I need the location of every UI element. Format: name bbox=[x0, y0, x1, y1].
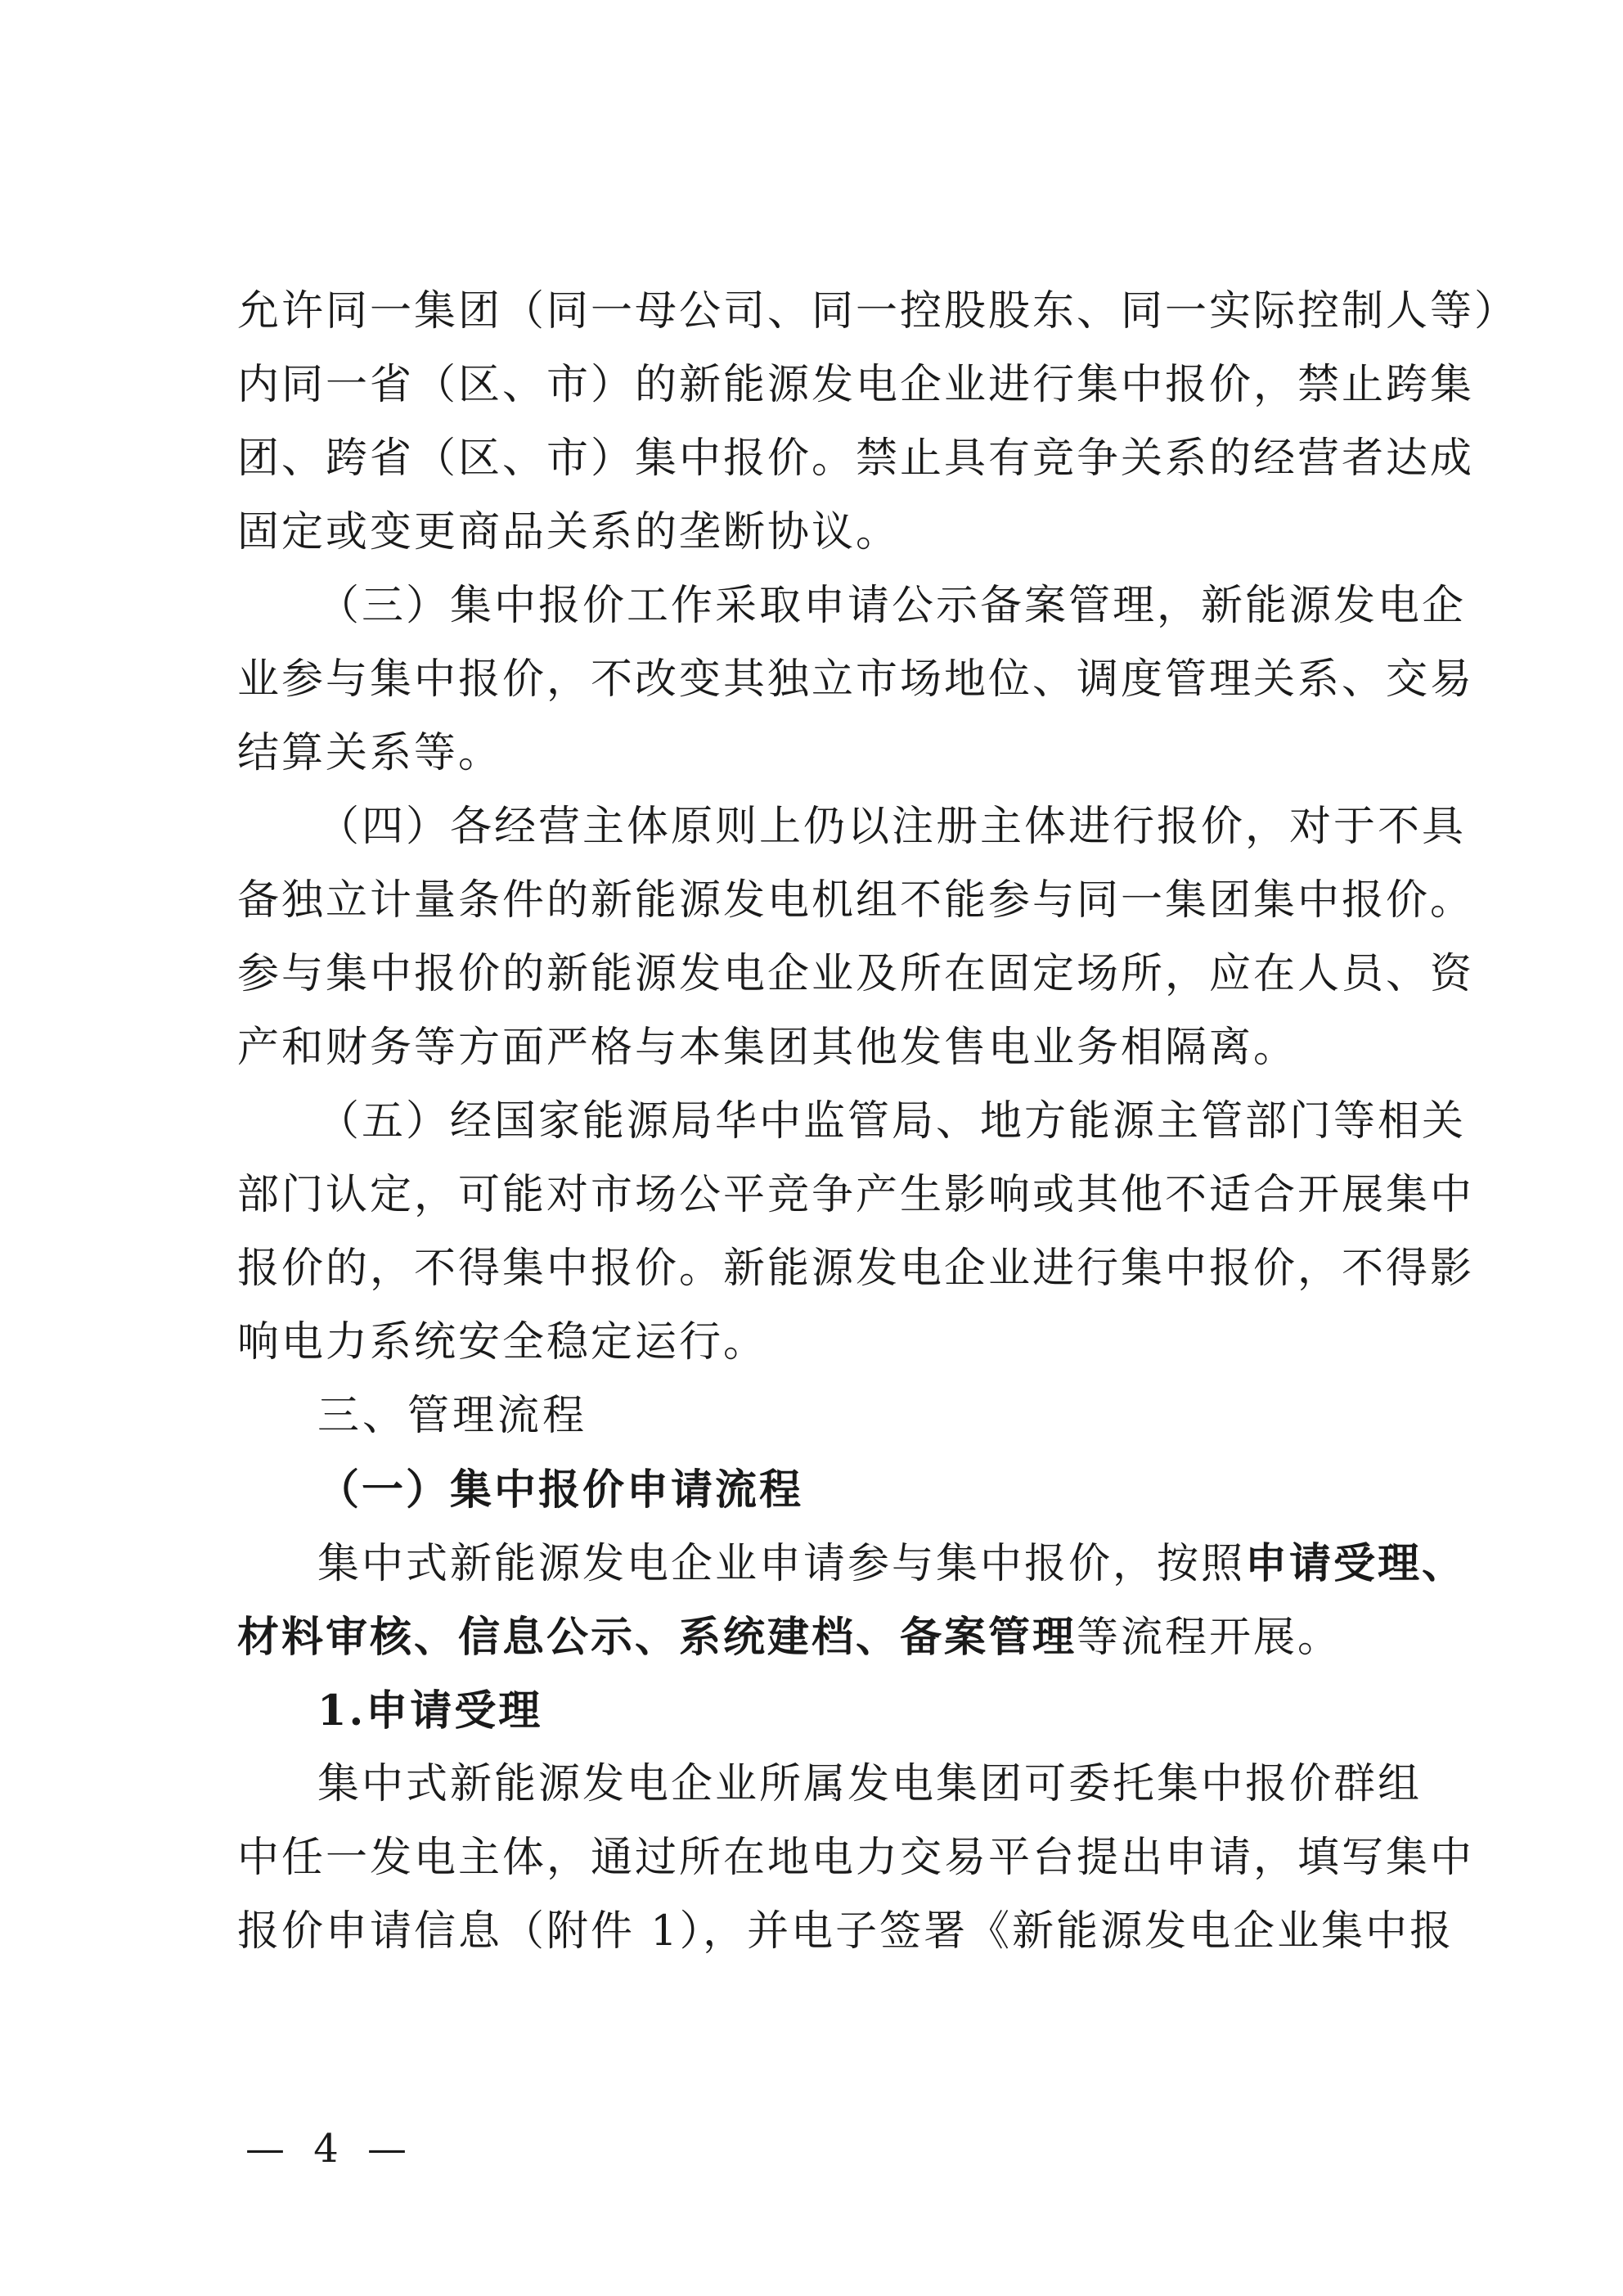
paragraph-line: 部门认定，可能对市场公平竞争产生影响或其他不适合开展集中 bbox=[237, 1171, 1475, 1219]
paragraph-line: 集中式新能源发电企业所属发电集团可委托集中报价群组 bbox=[317, 1760, 1423, 1808]
page-number: — 4 — bbox=[245, 2126, 416, 2172]
paragraph-line: 团、跨省（区、市）集中报价。禁止具有竞争关系的经营者达成 bbox=[237, 434, 1475, 483]
paragraph-line: （三）集中报价工作采取申请公示备案管理，新能源发电企 bbox=[317, 582, 1467, 630]
paragraph-line: 报价的，不得集中报价。新能源发电企业进行集中报价，不得影 bbox=[237, 1245, 1475, 1293]
paragraph-line: 报价申请信息（附件 1），并电子签署《新能源发电企业集中报 bbox=[237, 1907, 1454, 1956]
paragraph-line bbox=[317, 1538, 1467, 1590]
paragraph-line: （五）经国家能源局华中监管局、地方能源主管部门等相关 bbox=[317, 1097, 1467, 1146]
emphasis-text: 材料审核、信息公示、系统建档、备案管理 bbox=[237, 1613, 1077, 1662]
paragraph-line: 允许同一集团（同一母公司、同一控股股东、同一实际控制人等） bbox=[237, 287, 1519, 335]
section-heading: 三、管理流程 bbox=[317, 1392, 588, 1440]
paragraph-text: 等流程开展。 bbox=[1077, 1614, 1342, 1662]
paragraph-line: 备独立计量条件的新能源发电机组不能参与同一集团集中报价。 bbox=[237, 876, 1475, 925]
paragraph-line: 固定或变更商品关系的垄断协议。 bbox=[237, 508, 901, 556]
paragraph-line: （四）各经营主体原则上仍以注册主体进行报价，对于不具 bbox=[317, 803, 1467, 851]
paragraph-line: 中任一发电主体，通过所在地电力交易平台提出申请，填写集中 bbox=[237, 1834, 1475, 1882]
item-heading: 1.申请受理 bbox=[317, 1686, 543, 1736]
subsection-heading: （一）集中报价申请流程 bbox=[317, 1465, 804, 1515]
paragraph-line: 参与集中报价的新能源发电企业及所在固定场所，应在人员、资 bbox=[237, 950, 1475, 998]
paragraph-line: 内同一省（区、市）的新能源发电企业进行集中报价，禁止跨集 bbox=[237, 361, 1475, 409]
paragraph-line: 业参与集中报价，不改变其独立市场地位、调度管理关系、交易 bbox=[237, 655, 1475, 704]
paragraph-line: 响电力系统安全稳定运行。 bbox=[237, 1318, 768, 1366]
emphasis-text: 申请受理、 bbox=[1245, 1539, 1467, 1588]
paragraph-line: 产和财务等方面严格与本集团其他发售电业务相隔离。 bbox=[237, 1024, 1298, 1072]
paragraph-line: 结算关系等。 bbox=[237, 729, 503, 777]
paragraph-line bbox=[237, 1612, 1415, 1663]
paragraph-text: 集中式新能源发电企业申请参与集中报价，按照 bbox=[317, 1540, 1246, 1588]
